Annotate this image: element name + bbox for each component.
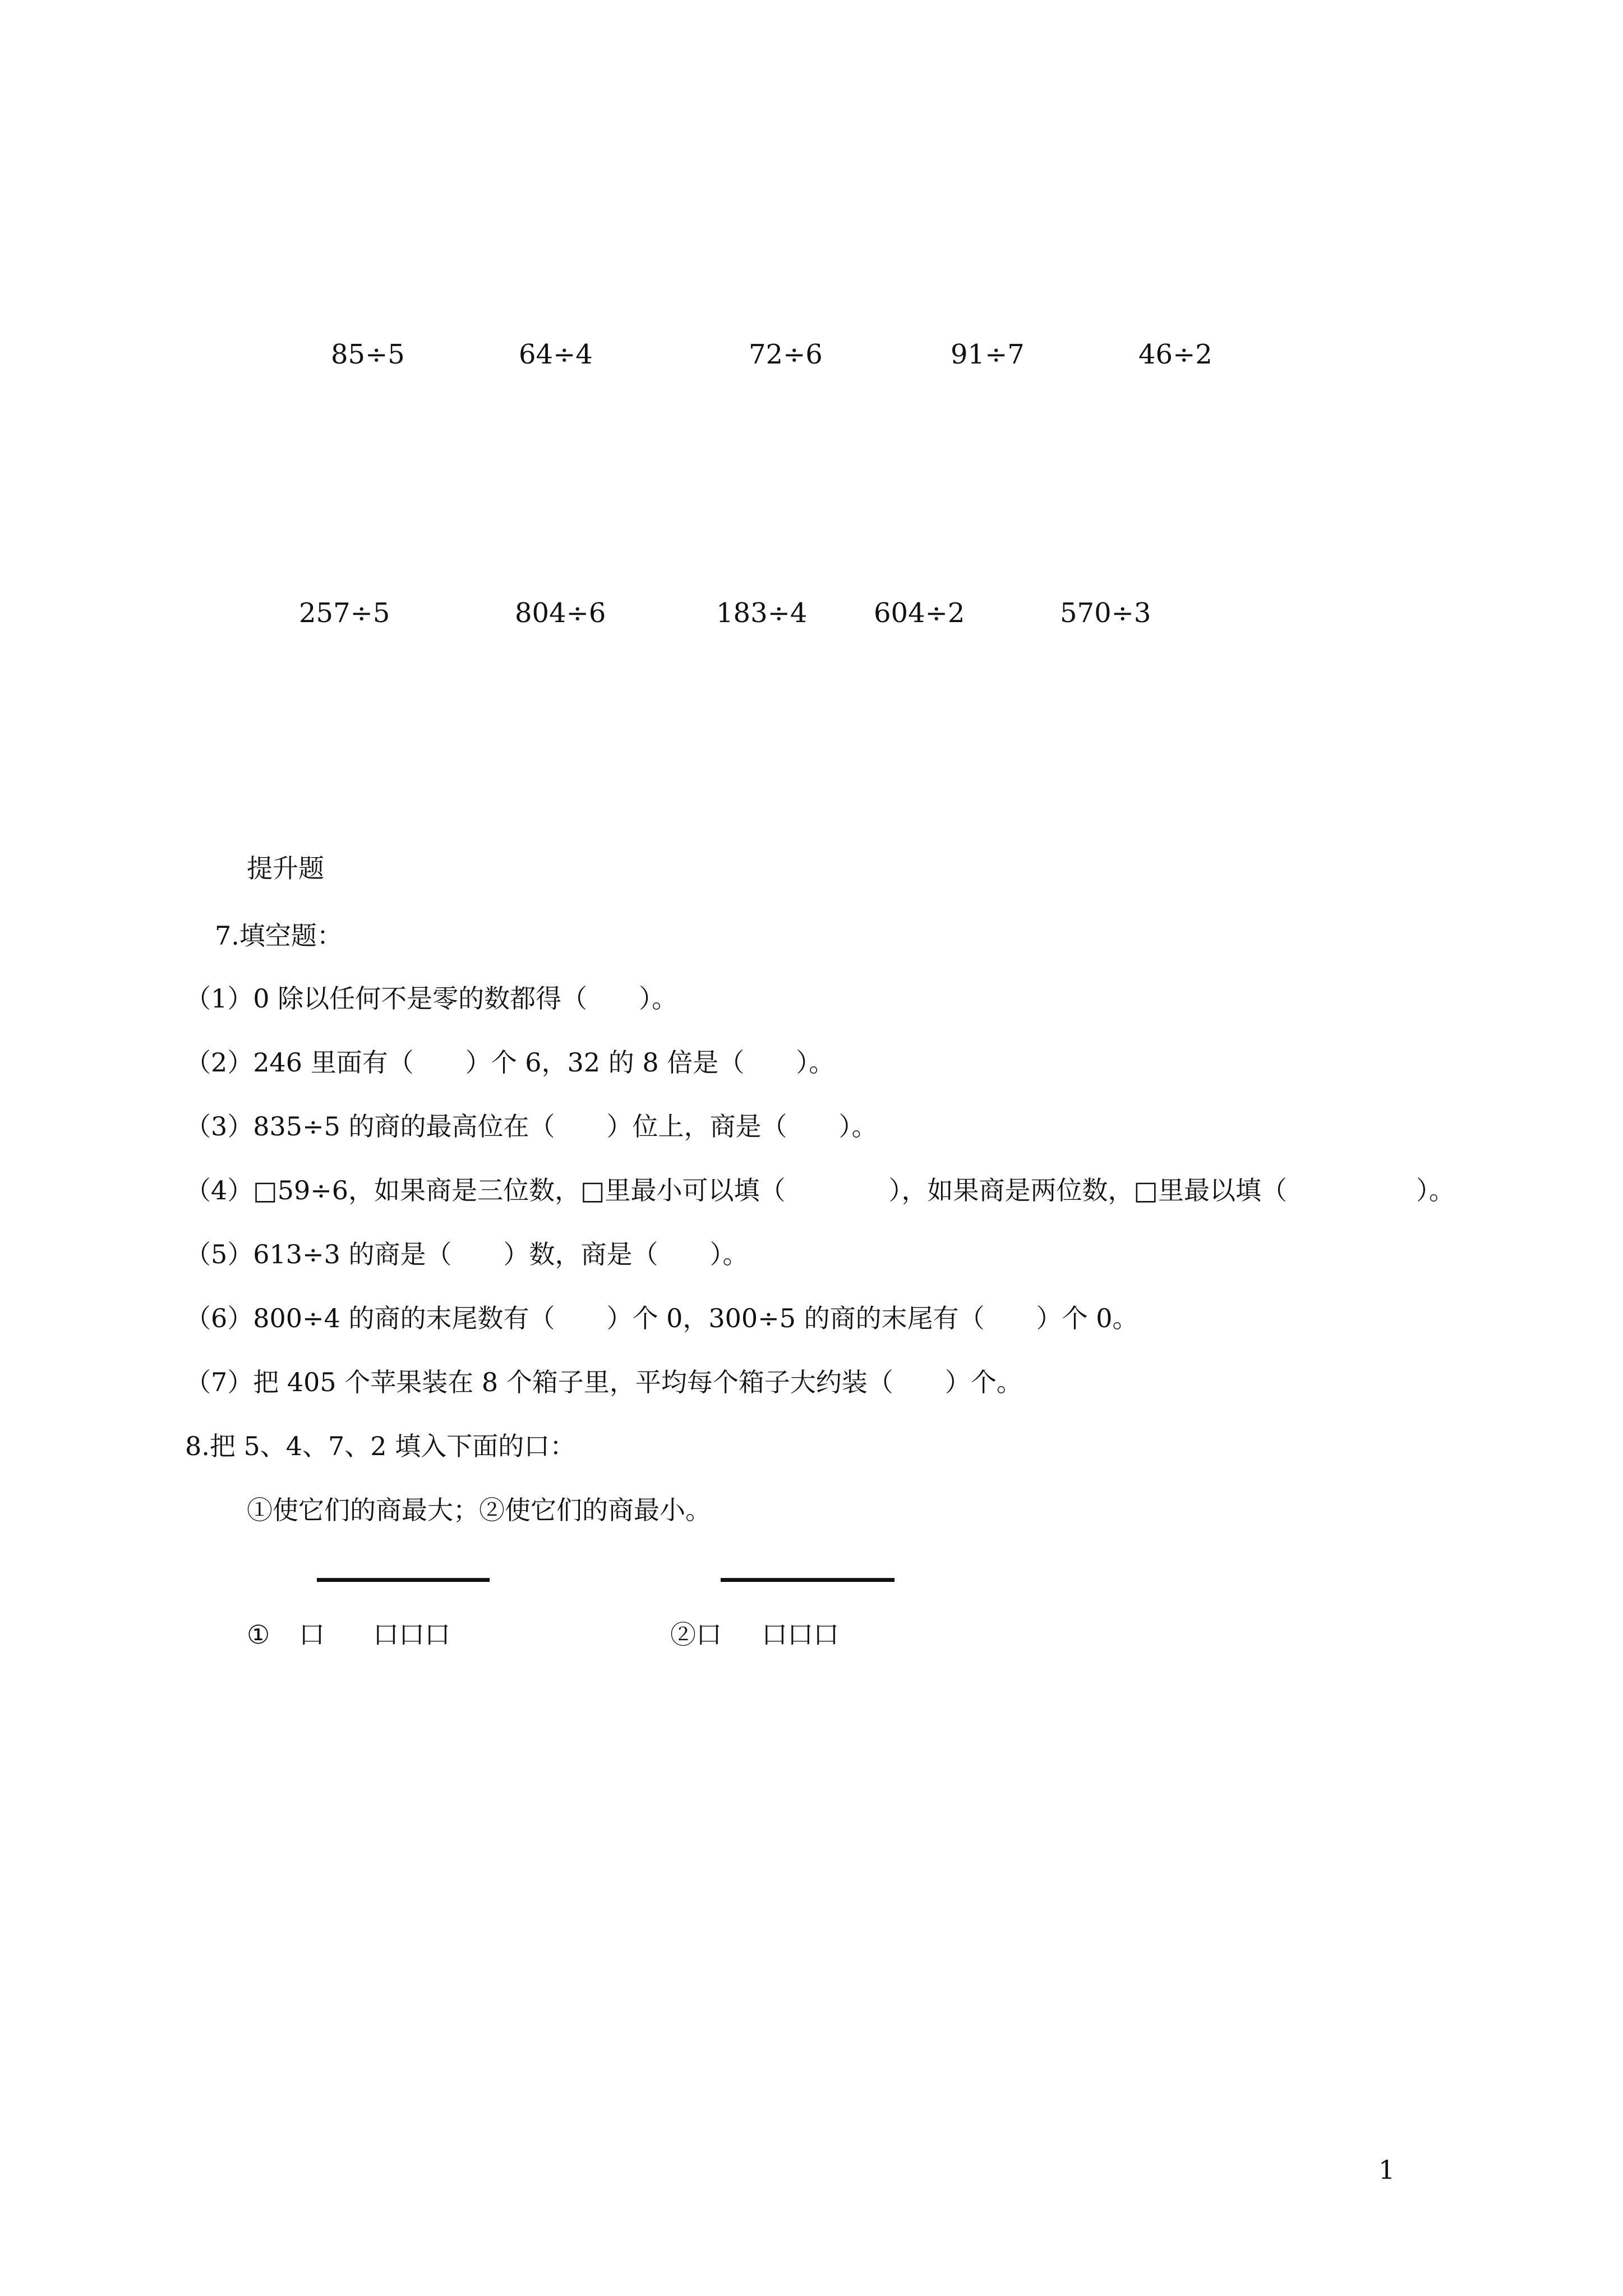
q7-item-5: （5）613÷3 的商是（ ）数，商是（ ）。	[185, 1239, 749, 1269]
q8-left-dividend: 口口口	[373, 1619, 450, 1650]
calc-row2-item-5: 570÷3	[1060, 597, 1151, 629]
calc-row2-item-1: 257÷5	[299, 597, 390, 629]
calc-row1-item-2: 64÷4	[519, 339, 593, 370]
calc-row2-item-3: 183÷4	[716, 597, 808, 629]
calc-row1-item-4: 91÷7	[951, 339, 1025, 370]
q7-title: 7.填空题：	[215, 921, 343, 951]
q8-right-label: ②口	[670, 1619, 722, 1650]
q7-item-3: （3）835÷5 的商的最高位在（ ）位上，商是（ ）。	[185, 1111, 878, 1142]
q8-title: 8.把 5、4、7、2 填入下面的口：	[185, 1431, 576, 1461]
section-title: 提升题	[247, 853, 324, 884]
division-bar-left	[317, 1578, 490, 1582]
division-bar-right	[721, 1578, 895, 1582]
calc-row1-item-1: 85÷5	[331, 339, 405, 370]
calc-row2-item-2: 804÷6	[515, 597, 606, 629]
q7-item-7: （7）把 405 个苹果装在 8 个箱子里，平均每个箱子大约装（ ）个。	[185, 1367, 1022, 1397]
q7-item-4: （4）□59÷6，如果商是三位数，□里最小可以填（ ），如果商是两位数，□里最以填（ ）。	[185, 1175, 1455, 1205]
q8-left-divisor: 口	[299, 1619, 325, 1650]
q7-item-2: （2）246 里面有（ ）个 6，32 的 8 倍是（ ）。	[185, 1047, 835, 1078]
q7-item-6: （6）800÷4 的商的末尾数有（ ）个 0，300÷5 的商的末尾有（ ）个 0。	[185, 1303, 1138, 1333]
calc-row2-item-4: 604÷2	[874, 597, 965, 629]
q8-right-dividend: 口口口	[762, 1619, 839, 1650]
calc-row1-item-5: 46÷2	[1138, 339, 1212, 370]
q8-instruction: ①使它们的商最大；②使它们的商最小。	[247, 1495, 711, 1525]
page-number: 1	[1378, 2155, 1395, 2185]
q7-item-1: （1）0 除以任何不是零的数都得（ ）。	[185, 983, 678, 1014]
calc-row1-item-3: 72÷6	[749, 339, 823, 370]
q8-left-marker: ①	[247, 1619, 270, 1650]
